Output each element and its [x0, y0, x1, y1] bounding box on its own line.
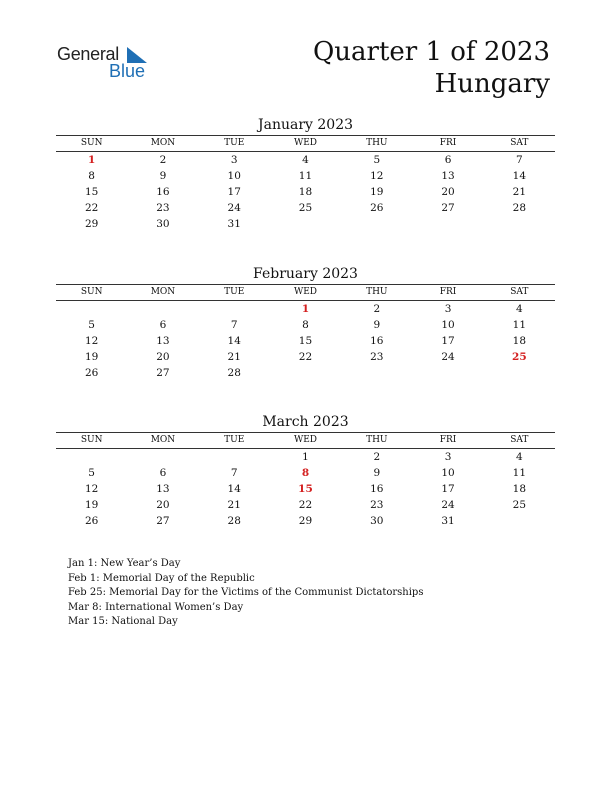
empty-day-cell: [56, 301, 127, 317]
month-january: [56, 115, 555, 232]
day-cell: 23: [370, 351, 384, 363]
day-cell: 28: [227, 367, 241, 379]
month-grid: [56, 152, 555, 232]
weekday-header: THU: [366, 287, 388, 297]
day-cell: 22: [298, 351, 313, 363]
day-cell: 27: [156, 367, 170, 379]
day-cell: 22: [84, 202, 99, 214]
weekday-header: THU: [366, 435, 388, 445]
month-march: [56, 412, 555, 529]
empty-day-cell: [127, 301, 198, 317]
day-cell: 31: [227, 218, 241, 230]
brand-logo: [57, 44, 167, 84]
empty-day-cell: [199, 301, 270, 317]
day-cell: 28: [512, 202, 527, 214]
empty-day-cell: [484, 365, 555, 381]
weekday-header: TUE: [224, 138, 245, 148]
day-cell: 10: [441, 467, 455, 479]
day-cell: 23: [156, 202, 170, 214]
day-cell: 2: [373, 303, 381, 315]
day-cell: 5: [88, 467, 95, 479]
weekday-header-row: [56, 432, 555, 449]
day-cell: 26: [370, 202, 384, 214]
empty-day-cell: [412, 365, 483, 381]
weekday-header: SAT: [510, 435, 529, 445]
holiday-note: Jan 1: New Year’s Day: [68, 558, 181, 569]
day-cell: 15: [298, 335, 313, 347]
day-cell: 6: [159, 319, 167, 331]
day-cell: 16: [370, 335, 384, 347]
day-cell: 21: [227, 351, 241, 363]
day-cell: 25: [298, 202, 313, 214]
day-cell: 12: [370, 170, 384, 182]
day-cell: 19: [370, 186, 384, 198]
month-title: January 2023: [257, 117, 354, 133]
day-cell: 14: [512, 170, 527, 182]
day-cell: 13: [441, 170, 455, 182]
weekday-header: WED: [293, 287, 318, 297]
day-cell: 16: [156, 186, 170, 198]
day-cell: 2: [159, 154, 167, 166]
weekday-header: THU: [366, 138, 388, 148]
weekday-header: SAT: [510, 287, 529, 297]
day-cell: 17: [227, 186, 241, 198]
holiday-day-cell: 8: [301, 467, 310, 479]
day-cell: 7: [516, 154, 523, 166]
day-cell: 9: [373, 467, 381, 479]
page-title: [313, 36, 550, 100]
weekday-header: TUE: [224, 287, 245, 297]
day-cell: 14: [227, 483, 241, 495]
holiday-note: Feb 1: Memorial Day of the Republic: [68, 572, 255, 584]
day-cell: 26: [84, 367, 99, 379]
day-cell: 18: [298, 186, 313, 198]
empty-day-cell: [341, 216, 412, 232]
day-cell: 13: [156, 335, 170, 347]
day-cell: 2: [373, 451, 381, 463]
weekday-header: WED: [293, 435, 318, 445]
day-cell: 19: [84, 499, 99, 511]
empty-day-cell: [270, 216, 341, 232]
day-cell: 28: [227, 515, 241, 527]
weekday-header: SUN: [80, 287, 103, 297]
day-cell: 24: [441, 351, 455, 363]
country-title: Hungary: [434, 69, 550, 99]
month-grid: [56, 301, 555, 381]
day-cell: 9: [159, 170, 167, 182]
day-cell: 25: [512, 499, 527, 511]
day-cell: 20: [156, 499, 170, 511]
day-cell: 5: [373, 154, 381, 166]
day-cell: 10: [227, 170, 241, 182]
day-cell: 23: [370, 499, 384, 511]
holiday-note: Mar 8: International Women’s Day: [68, 601, 244, 613]
weekday-header: SUN: [80, 138, 103, 148]
day-cell: 24: [227, 202, 241, 214]
holiday-notes: [68, 557, 423, 630]
weekday-header: TUE: [224, 435, 245, 445]
day-cell: 1: [302, 451, 309, 463]
empty-day-cell: [484, 216, 555, 232]
day-cell: 16: [370, 483, 384, 495]
holiday-day-cell: 15: [298, 483, 313, 495]
day-cell: 17: [441, 335, 455, 347]
month-grid: [56, 449, 555, 529]
day-cell: 13: [156, 483, 170, 495]
day-cell: 8: [88, 170, 95, 182]
weekday-header: FRI: [439, 435, 457, 445]
weekday-header: WED: [293, 138, 318, 148]
day-cell: 10: [441, 319, 455, 331]
day-cell: 4: [302, 154, 309, 166]
day-cell: 11: [298, 170, 313, 182]
day-cell: 12: [84, 483, 99, 495]
empty-day-cell: [199, 449, 270, 465]
day-cell: 24: [441, 499, 455, 511]
day-cell: 30: [156, 218, 170, 230]
empty-day-cell: [412, 216, 483, 232]
weekday-header: SUN: [80, 435, 103, 445]
day-cell: 3: [230, 154, 238, 166]
day-cell: 12: [84, 335, 99, 347]
day-cell: 6: [159, 467, 167, 479]
day-cell: 14: [227, 335, 241, 347]
month-february: [56, 264, 555, 381]
weekday-header-row: [56, 284, 555, 301]
day-cell: 4: [516, 303, 523, 315]
empty-day-cell: [56, 449, 127, 465]
day-cell: 3: [444, 303, 452, 315]
day-cell: 8: [302, 319, 309, 331]
holiday-note: Mar 15: National Day: [68, 616, 178, 627]
weekday-header: SAT: [510, 138, 529, 148]
day-cell: 20: [441, 186, 455, 198]
day-cell: 21: [512, 186, 527, 198]
day-cell: 18: [512, 483, 527, 495]
day-cell: 5: [88, 319, 95, 331]
day-cell: 26: [84, 515, 99, 527]
weekday-header: MON: [150, 287, 176, 297]
day-cell: 30: [370, 515, 384, 527]
empty-day-cell: [341, 365, 412, 381]
day-cell: 21: [227, 499, 241, 511]
empty-day-cell: [484, 513, 555, 529]
weekday-header: MON: [150, 435, 176, 445]
weekday-header: MON: [150, 138, 176, 148]
day-cell: 29: [84, 218, 99, 230]
day-cell: 18: [512, 335, 527, 347]
day-cell: 15: [84, 186, 99, 198]
day-cell: 7: [230, 319, 238, 331]
day-cell: 27: [441, 202, 455, 214]
day-cell: 3: [444, 451, 452, 463]
day-cell: 11: [512, 319, 527, 331]
weekday-header: FRI: [439, 287, 457, 297]
logo-text-blue: Blue: [109, 61, 146, 81]
day-cell: 9: [373, 319, 381, 331]
empty-day-cell: [127, 449, 198, 465]
holiday-note: Feb 25: Memorial Day for the Victims of the Communist Dictatorships: [68, 587, 424, 598]
day-cell: 6: [444, 154, 452, 166]
day-cell: 7: [230, 467, 238, 479]
day-cell: 4: [516, 451, 523, 463]
quarter-title: Quarter 1 of 2023: [312, 37, 550, 67]
day-cell: 20: [156, 351, 170, 363]
weekday-header-row: [56, 135, 555, 152]
day-cell: 17: [441, 483, 455, 495]
holiday-day-cell: 1: [87, 154, 96, 166]
day-cell: 19: [84, 351, 99, 363]
weekday-header: FRI: [439, 138, 457, 148]
logo-text-general: General: [57, 44, 119, 64]
day-cell: 11: [512, 467, 527, 479]
holiday-day-cell: 1: [301, 303, 310, 315]
empty-day-cell: [270, 365, 341, 381]
holiday-day-cell: 25: [512, 351, 527, 363]
day-cell: 31: [441, 515, 455, 527]
day-cell: 27: [156, 515, 170, 527]
day-cell: 29: [298, 515, 313, 527]
day-cell: 22: [298, 499, 313, 511]
month-title: March 2023: [262, 414, 349, 430]
month-title: February 2023: [253, 266, 358, 282]
